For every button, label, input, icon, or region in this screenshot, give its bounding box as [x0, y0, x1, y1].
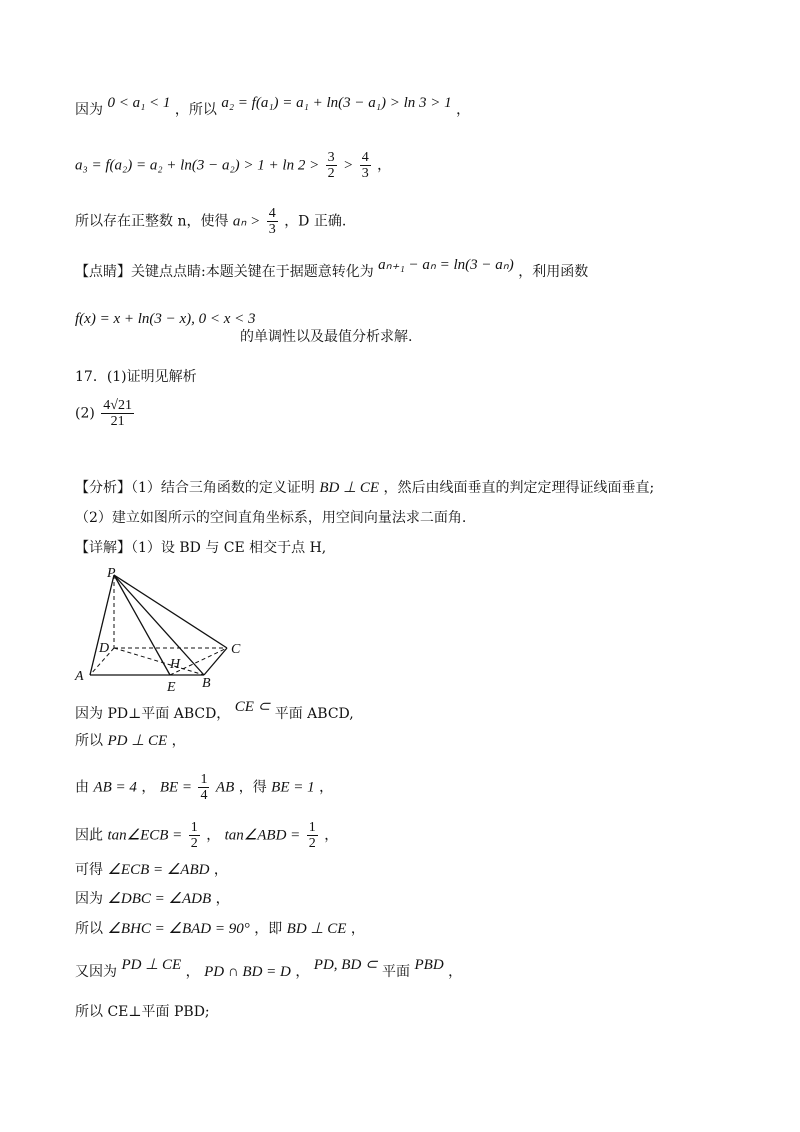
fraction: $\frac{4√21}{21}$ — [103, 398, 132, 429]
math: CE ⊂ — [234, 699, 271, 715]
text: 因为 — [75, 102, 103, 118]
text: 所以 — [75, 921, 103, 937]
math: tan∠ECB = — [107, 827, 183, 844]
text: ，即 — [254, 921, 283, 937]
text: 因为 PD⊥平面 ABCD， — [75, 706, 231, 722]
text: ，然后由线面垂直的判定定理得证线面垂直; — [383, 480, 655, 496]
text: 因此 — [75, 827, 103, 844]
text: 17．(1)证明见解析 — [75, 369, 197, 385]
text: 又因为 — [75, 964, 117, 980]
line-16 — [75, 889, 230, 909]
text: 因为 — [75, 891, 103, 907]
math: PD ⊥ CE — [121, 957, 182, 973]
text: 由 — [75, 779, 89, 796]
line-3 — [75, 206, 346, 237]
line-2 — [75, 150, 391, 181]
math: PD ⊥ CE — [107, 733, 168, 749]
line-6 — [75, 367, 197, 387]
text: ， — [456, 102, 471, 118]
text: 所以存在正整数 n，使得 — [75, 213, 229, 230]
line-4 — [75, 257, 589, 282]
label-d: D — [99, 641, 110, 656]
line-11 — [75, 699, 354, 724]
text: （2）建立如图所示的空间直角坐标系，用空间向量法求二面角. — [75, 510, 467, 526]
text: 【分析】（1）结合三角函数的定义证明 — [75, 480, 315, 496]
math: BE = 1 — [271, 779, 315, 796]
math: 0 < a₁ < 1 — [107, 95, 171, 111]
label-h: H — [170, 657, 181, 672]
math: AB = 4 — [93, 779, 137, 796]
text: ， — [324, 827, 339, 844]
math: aₙ > — [232, 213, 261, 230]
math: PBD — [414, 957, 444, 973]
fraction: $\frac{1}{4}$ — [200, 772, 208, 803]
math: a₃ = f(a₂) = a₂ + ln(3 − a₂) > 1 + ln 2 > — [75, 157, 320, 174]
label-a: A — [75, 669, 84, 684]
math: ∠DBC = ∠ADB — [107, 891, 212, 907]
math: aₙ₊₁ − aₙ = ln(3 − aₙ) — [378, 257, 514, 273]
math: BD ⊥ CE — [286, 921, 347, 937]
text: ， — [141, 779, 156, 796]
math: BE = — [159, 779, 193, 796]
text: ，利用函数 — [518, 264, 589, 280]
label-b: B — [202, 676, 211, 691]
line-5b — [240, 327, 412, 347]
math: PD, BD ⊂ — [313, 957, 378, 973]
text: 【详解】（1）设 BD 与 CE 相交于点 H, — [75, 540, 327, 556]
text: ， — [319, 779, 334, 796]
line-5 — [75, 311, 256, 336]
text: ，D 正确. — [284, 213, 347, 230]
text: ， — [215, 891, 230, 907]
math: > — [343, 157, 354, 174]
text: ， — [350, 921, 365, 937]
text: ， — [213, 862, 228, 878]
line-7 — [75, 398, 136, 429]
fraction: $\frac{4}{3}$ — [268, 206, 276, 237]
line-17 — [75, 919, 365, 939]
text: ， — [295, 964, 310, 980]
line-18 — [75, 957, 463, 982]
label-p: P — [107, 566, 116, 581]
text: 平面 ABCD, — [274, 706, 354, 722]
line-14 — [75, 820, 338, 851]
line-1 — [75, 95, 471, 120]
line-8 — [75, 478, 654, 498]
math: BD ⊥ CE — [319, 480, 380, 496]
line-9 — [75, 508, 466, 528]
line-12 — [75, 731, 186, 751]
label-c: C — [231, 642, 241, 657]
text: ， — [377, 157, 392, 174]
pyramid-figure — [72, 565, 252, 695]
text: 的单调性以及最值分析求解. — [240, 329, 413, 345]
text: ， — [171, 733, 186, 749]
math: ∠ECB = ∠ABD — [107, 862, 210, 878]
math: a₂ = f(a₁) = a₁ + ln(3 − a₁) > ln 3 > 1 — [221, 95, 452, 111]
text: 平面 — [382, 964, 411, 980]
line-13 — [75, 772, 333, 803]
text: ， — [448, 964, 463, 980]
math: ∠BHC = ∠BAD = 90° — [107, 921, 250, 937]
label-e: E — [167, 680, 176, 695]
text: (2) — [75, 405, 95, 422]
text: 所以 CE⊥平面 PBD; — [75, 1004, 210, 1020]
text: ， — [185, 964, 200, 980]
math: f(x) = x + ln(3 − x), 0 < x < 3 — [75, 311, 256, 327]
line-10 — [75, 538, 326, 558]
math: AB — [215, 779, 235, 796]
text: ，得 — [238, 779, 267, 796]
fraction: $\frac{1}{2}$ — [190, 820, 198, 851]
line-15 — [75, 860, 228, 880]
fraction: $\frac{1}{2}$ — [308, 820, 316, 851]
text: 可得 — [75, 862, 103, 878]
fraction: $\frac{4}{3}$ — [361, 150, 369, 181]
fraction: $\frac{3}{2}$ — [327, 150, 335, 181]
text: ，所以 — [174, 102, 217, 118]
text: ， — [206, 827, 221, 844]
line-19 — [75, 1002, 210, 1022]
math: PD ∩ BD = D — [204, 964, 291, 980]
math: tan∠ABD = — [224, 827, 301, 844]
text: 【点睛】关键点点睛:本题关键在于据题意转化为 — [75, 264, 374, 280]
text: 所以 — [75, 733, 103, 749]
